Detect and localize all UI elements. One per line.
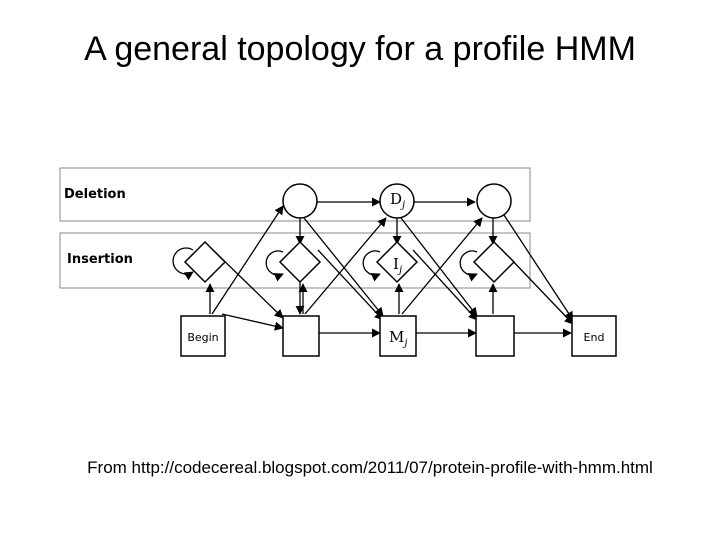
transition-edges [173, 202, 573, 333]
begin-label: Begin [187, 331, 219, 344]
insert-state-1 [280, 242, 320, 282]
insert-j-label: $I_j$ [393, 255, 403, 276]
insert-state-0 [185, 242, 225, 282]
slide-title: A general topology for a profile HMM [84, 30, 636, 68]
delete-state-3 [477, 184, 511, 218]
delete-state-1 [283, 184, 317, 218]
insertion-row-label: Insertion [67, 252, 133, 267]
insert-state-3 [474, 242, 514, 282]
source-caption: From http://codecereal.blogspot.com/2011/07/protein-profile-with-hmm.html [87, 458, 653, 477]
delete-j-label: $D_j$ [390, 190, 406, 211]
match-state-1 [283, 316, 319, 356]
match-j-label: $M_j$ [389, 328, 408, 349]
match-state-3 [476, 316, 514, 356]
end-label: End [583, 331, 605, 344]
deletion-row-label: Deletion [64, 187, 126, 202]
